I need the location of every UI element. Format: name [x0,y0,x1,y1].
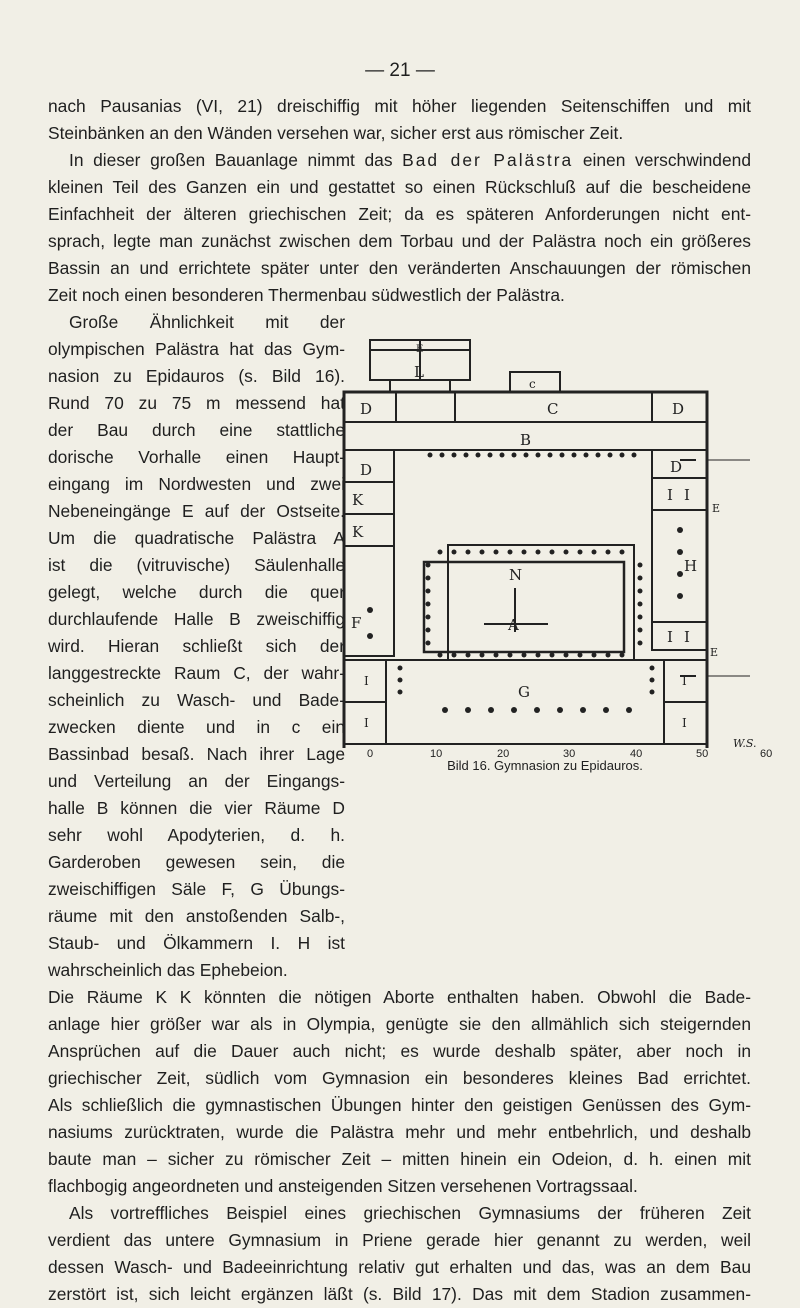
text-line: Um die quadratische Palästra A [48,528,345,548]
text-line: wahrscheinlich das Ephebeion. [48,960,288,980]
plan-outline [652,510,707,622]
plan-label: I [684,486,690,504]
floor-plan-figure [313,336,773,748]
text-line: Als vortreffliches Beispiel eines griechischen Gymnasiums der früheren Zeit [69,1203,751,1223]
plan-label: E [710,646,719,659]
plan-label: I [684,628,690,646]
plan-label: D [360,461,373,479]
text-line: räume mit den anstoßenden Salb-, [48,906,345,926]
text-line: dessen Wasch- und Badeeinrichtung relativ gut erhalten und das, was an dem Bau [48,1257,751,1277]
text-line: nasion zu Epidauros (s. Bild 16). [48,366,345,386]
scale-tick-label: 30 [563,748,576,760]
plan-label: K [352,491,364,509]
text-line: Steinbänken an den Wänden versehen war, sicher erst aus römischer Zeit. [48,123,624,143]
text-line: scheinlich zu Wasch- und Bade- [48,690,345,710]
plan-label: I [667,486,673,504]
plan-label: I [682,674,687,688]
text-line: verdient das untere Gymnasium in Priene gerade hier genannt zu werden, weil [48,1230,751,1250]
plan-outline [386,660,664,744]
column-row [638,563,643,646]
scale-tick-label: 10 [430,748,443,760]
text-line: nach Pausanias (VI, 21) dreischiffig mit höher liegenden Seitenschiffen und mit [48,96,751,116]
text-line: halle B können die vier Räume D [48,798,345,818]
text-line: der Bau durch eine stattliche [48,420,345,440]
text-line: Ansprüchen auf die Dauer auch nicht; es wurde deshalb später, aber noch in [48,1041,751,1061]
plan-label: D [670,458,683,476]
text-line: Die Räume K K könnten die nötigen Aborte enthalten haben. Obwohl die Bade- [48,987,751,1007]
text-line: flachbogig angeordneten und ansteigenden Sitzen versehenen Vortragssaal. [48,1176,638,1196]
text-line: griechischer Zeit, südlich vom Gymnasion ein besonderes kleines Bad errichtet. [48,1068,751,1088]
plan-label: I [364,716,369,730]
plan-label: K [352,523,364,541]
scale-tick-label: 50 [696,748,709,760]
text-line: eingang im Nordwesten und zwei [48,474,345,494]
text-line: baute man – sicher zu römischer Zeit – mitten hinein ein Odeion, d. h. einen mit [48,1149,751,1169]
text-line: sehr wohl Apodyterien, d. h. [48,825,345,845]
text-line: sprach, legte man zunächst zwischen dem Torbau und der Palästra noch ein größeres [48,231,751,251]
plan-outline [424,562,624,652]
text-line: nasiums zurücktraten, wurde die Palästra mehr und mehr entbehrlich, und deshalb [48,1122,751,1142]
scale-tick-label: 60 [760,748,773,760]
column-row [438,550,625,555]
plan-label: I [364,674,369,688]
plan-label: B [520,431,532,449]
text-line: kleinen Teil des Ganzen ein und gestattet so einen Rückschluß auf die bescheidene [48,177,751,197]
column-row [426,563,431,646]
text-line: Bassinbad besaß. Nach ihrer Lage [48,744,345,764]
plan-label: H [684,557,698,575]
text-line: Einfachheit der älteren griechischen Zeit; da es späteren Anforderungen nicht ent- [48,204,751,224]
plan-label: A [508,616,519,634]
plan-outline [652,478,707,510]
column-row [428,453,637,458]
scale-tick-label: 40 [630,748,643,760]
plan-label: F [351,614,362,632]
text-line: Rund 70 zu 75 m messend hat [48,393,345,413]
text-line: zerstört ist, sich leicht ergänzen läßt (s. Bild 17). Das mit dem Stadion zusammen- [48,1284,751,1304]
scale-tick-label: 20 [497,748,510,760]
text-line: Als schließlich die gymnastischen Übungen hinter den geistigen Genüssen des Gym- [48,1095,751,1115]
text-line: ist die (vitruvische) Säulenhalle [48,555,345,575]
text-line: olympischen Palästra hat das Gym- [48,339,345,359]
plan-outline [344,546,394,656]
text-line: Bassin an und errichtete später unter den veränderten Anschauungen der römischen [48,258,751,278]
plan-label: c [529,377,536,391]
text-line: anlage hier größer war als in Olympia, genügte sie den allmählich sich steigernden [48,1014,751,1034]
text-line: Staub- und Ölkammern I. H ist [48,933,345,953]
text-line: und Verteilung an der Eingangs- [48,771,345,791]
text-line: Garderoben gewesen sein, die [48,852,345,872]
plan-label: G [518,683,530,701]
text-line: Nebeneingänge E auf der Ostseite. [48,501,345,521]
plan-label: I [682,716,687,730]
text-line: wird. Hieran schließt sich der [48,636,345,656]
plan-label: D [672,400,685,418]
text-line: durchlaufende Halle B zweischiffig [48,609,345,629]
text-line: dorische Vorhalle einen Haupt- [48,447,345,467]
column-row [442,707,632,713]
text-line: Zeit noch einen besonderen Thermenbau südwestlich der Palästra. [48,285,565,305]
figure-caption: Bild 16. Gymnasion zu Epidauros. [447,758,643,773]
plan-label: L [414,363,424,381]
plan-label: I [667,628,673,646]
plan-outline [652,622,707,650]
text-line: langgestreckte Raum C, der wahr- [48,663,345,683]
plan-label: D [360,400,373,418]
plan-label: W.S. [733,737,757,748]
plan-outline [390,380,450,392]
text-line: Große Ähnlichkeit mit der [69,312,345,332]
plan-label: E [712,502,721,515]
plan-label: E [416,344,424,355]
text-line: zwecken diente und in c ein [48,717,345,737]
text-line: zweischiffigen Säle F, G Übungs- [48,879,345,899]
plan-label: C [547,400,559,418]
plan-label: N [509,566,523,584]
page-number: — 21 — [365,60,435,81]
scale-tick-label: 0 [367,748,374,760]
text-line: gelegt, welche durch die quer [48,582,345,602]
text-line: In dieser großen Bauanlage nimmt das Bad der Palästra einen verschwindend [69,150,751,170]
